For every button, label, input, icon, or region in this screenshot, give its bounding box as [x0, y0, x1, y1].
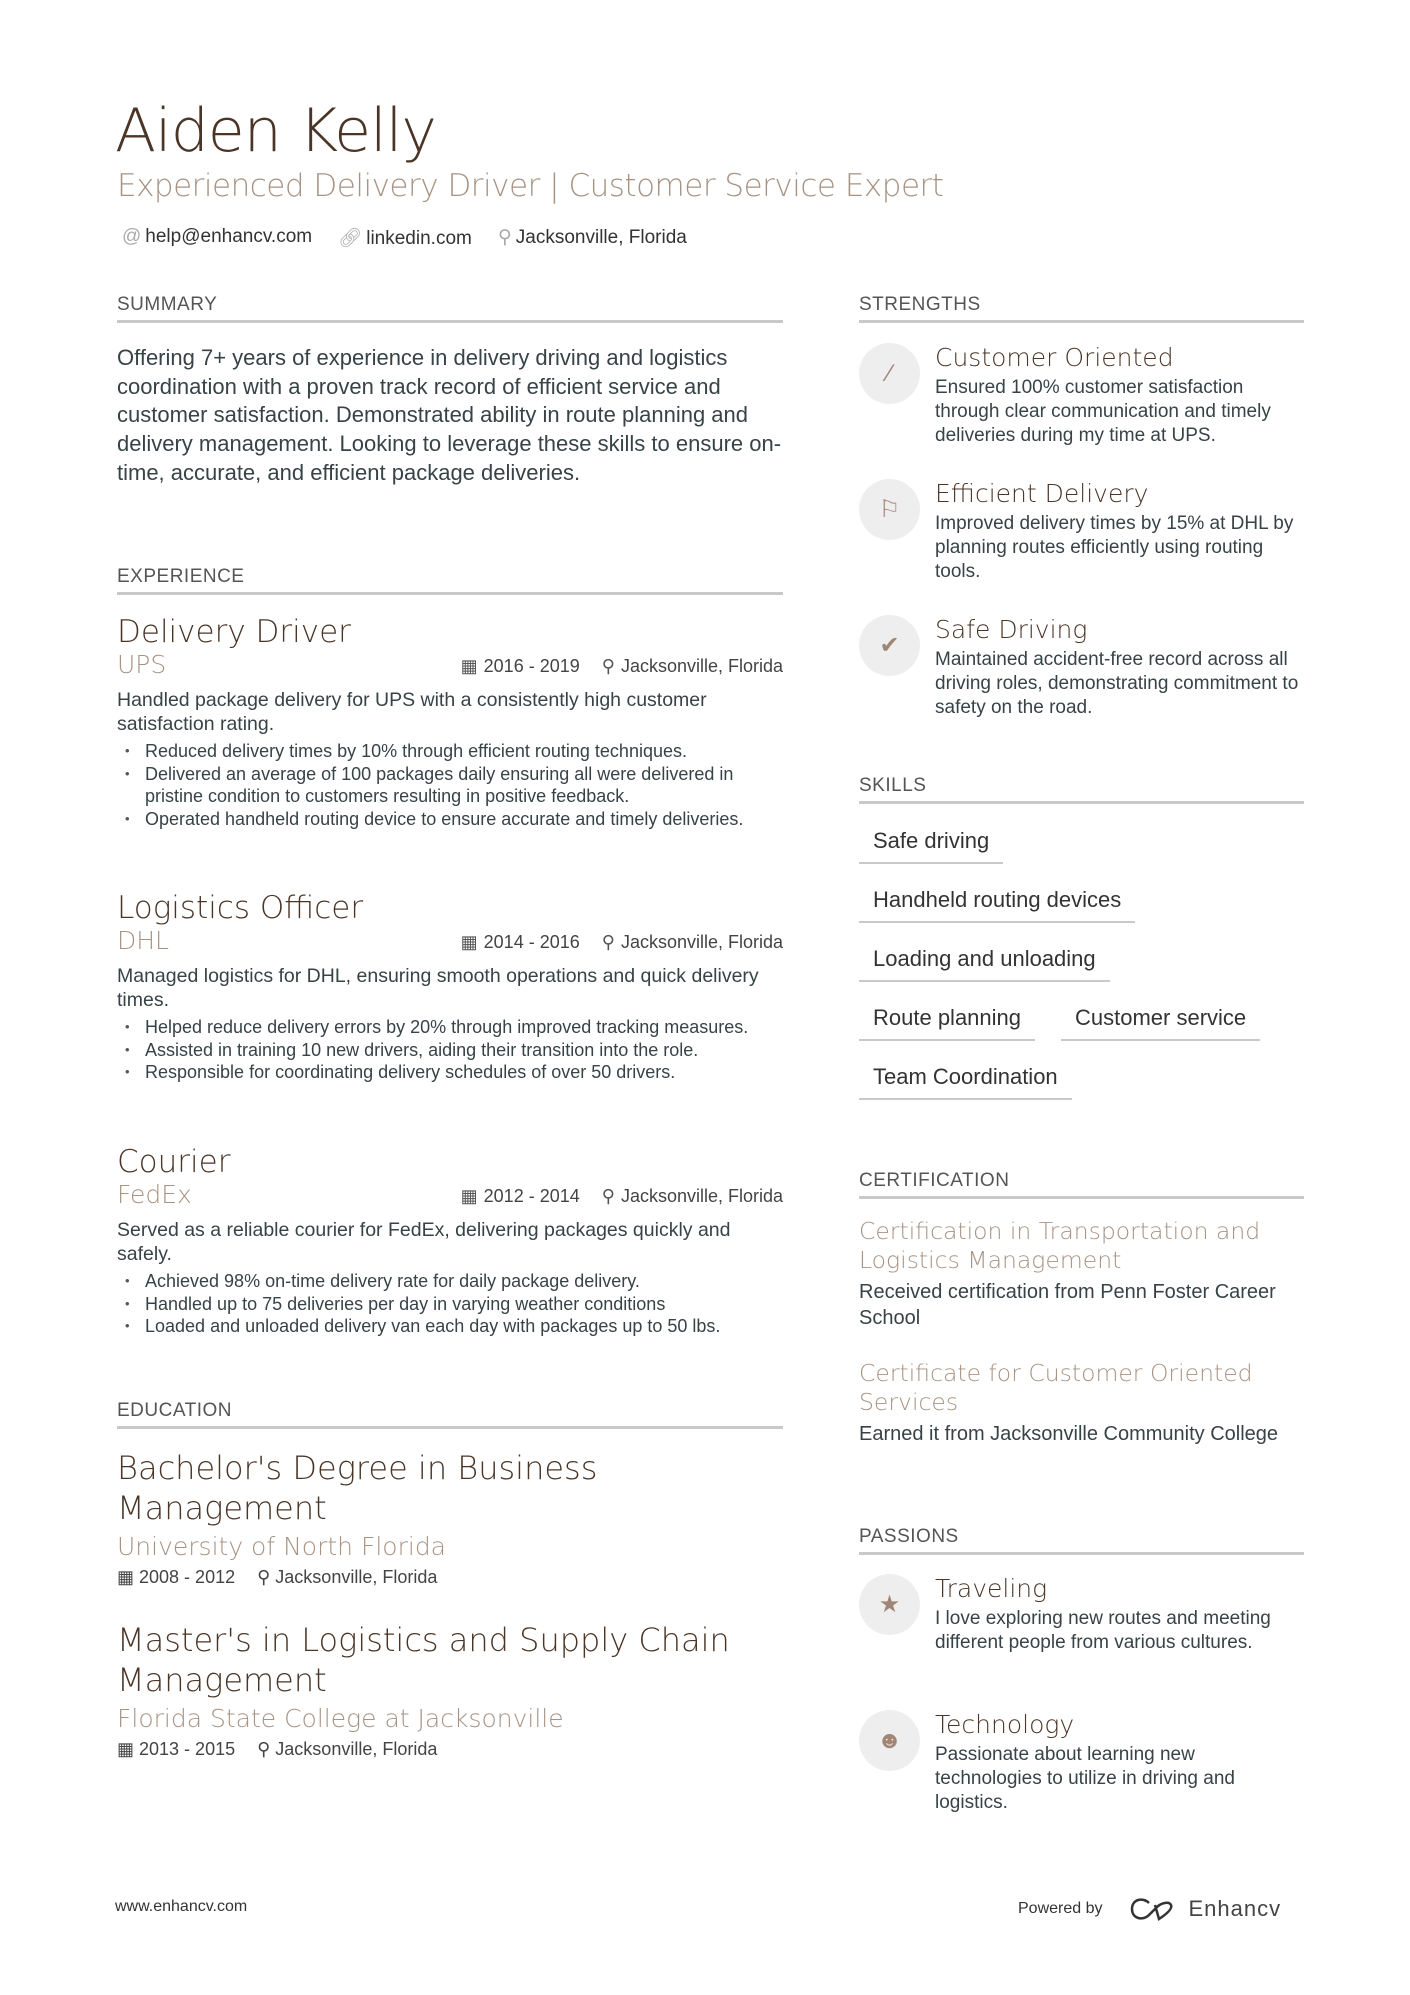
skill-tag: Route planning — [859, 1005, 1035, 1041]
job-dates: 2016 - 2019 — [483, 656, 580, 676]
strength-title: Customer Oriented — [935, 343, 1174, 372]
flag-icon: ⚐ — [859, 479, 920, 540]
school: Florida State College at Jacksonville — [117, 1704, 564, 1733]
contact-linkedin[interactable]: 🔗︎ linkedin.com — [338, 228, 472, 249]
passions-heading: PASSIONS — [859, 1526, 1304, 1555]
bullet: • Responsible for coordinating delivery schedules of over 50 drivers. — [117, 1061, 783, 1084]
cert-desc: Earned it from Jacksonville Community College — [859, 1423, 1279, 1445]
edu-dates: 2008 - 2012 — [139, 1567, 236, 1587]
skill-tag: Customer service — [1061, 1005, 1260, 1041]
star-icon: ★ — [859, 1574, 920, 1635]
school: University of North Florida — [117, 1532, 447, 1561]
strength-item — [859, 615, 1304, 735]
location-icon: ⚲ — [601, 1186, 615, 1206]
cert-title: Certification in Transportation and Logistics Management — [859, 1217, 1261, 1274]
degree: Bachelor's Degree in Business Management — [117, 1449, 598, 1527]
job-dates: 2014 - 2016 — [483, 932, 580, 952]
job-title: Delivery Driver — [117, 614, 351, 650]
passion-desc: I love exploring new routes and meeting different people from various cultures. — [935, 1608, 1271, 1653]
edu-dates: 2013 - 2015 — [139, 1739, 236, 1759]
certification-item — [859, 1359, 1304, 1448]
experience-item — [117, 1144, 783, 1338]
contact-email[interactable]: @ help@enhancv.com — [122, 226, 313, 247]
education-item — [117, 1620, 757, 1760]
enhancv-logo-icon — [1129, 1897, 1175, 1921]
job-location: Jacksonville, Florida — [620, 1186, 783, 1206]
edu-location: Jacksonville, Florida — [275, 1567, 438, 1587]
experience-heading: EXPERIENCE — [117, 566, 783, 595]
company: FedEx — [117, 1180, 192, 1209]
cert-desc: Received certification from Penn Foster Career School — [859, 1281, 1276, 1329]
check-icon: ✔ — [859, 615, 920, 676]
at-icon: @ — [122, 226, 142, 247]
calendar-icon: ▦ — [460, 932, 478, 952]
job-location: Jacksonville, Florida — [620, 656, 783, 676]
location-icon: ⚲ — [601, 932, 615, 952]
candidate-title: Experienced Delivery Driver | Customer Service Expert — [117, 168, 944, 204]
job-description: Handled package delivery for UPS with a consistently high customer satisfaction rating. — [117, 689, 707, 735]
location-icon: ⚲ — [601, 656, 615, 676]
certification-heading: CERTIFICATION — [859, 1170, 1304, 1199]
link-icon: 🔗︎ — [338, 228, 363, 249]
passion-title: Technology — [935, 1710, 1075, 1739]
degree: Master's in Logistics and Supply Chain Management — [117, 1621, 730, 1699]
strengths-heading: STRENGTHS — [859, 294, 1304, 323]
company: UPS — [117, 650, 167, 679]
passion-desc: Passionate about learning new technologies to utilize in driving and logistics. — [935, 1744, 1235, 1813]
brain-head-icon: ☻ — [859, 1710, 920, 1771]
education-item — [117, 1448, 717, 1588]
experience-item — [117, 890, 783, 1084]
strength-item — [859, 343, 1304, 463]
enhancv-logo[interactable] — [1129, 1896, 1282, 1922]
skill-tag: Handheld routing devices — [859, 887, 1135, 923]
job-title: Logistics Officer — [117, 890, 364, 926]
bullet: • Helped reduce delivery errors by 20% through improved tracking measures. — [117, 1016, 783, 1039]
strength-title: Efficient Delivery — [935, 479, 1149, 508]
education-heading: EDUCATION — [117, 1400, 783, 1429]
strength-title: Safe Driving — [935, 615, 1088, 644]
strength-desc: Improved delivery times by 15% at DHL by planning routes efficiently using routing tools. — [935, 513, 1294, 582]
enhancv-brand: Enhancv — [1188, 1896, 1282, 1921]
skill-tag: Safe driving — [859, 828, 1003, 864]
skill-tag: Loading and unloading — [859, 946, 1110, 982]
skills-heading: SKILLS — [859, 775, 1304, 804]
contact-location: ⚲ Jacksonville, Florida — [497, 227, 687, 248]
experience-item — [117, 614, 783, 830]
job-description: Served as a reliable courier for FedEx, delivering packages quickly and safely. — [117, 1219, 731, 1265]
bullet: • Operated handheld routing device to ensure accurate and timely deliveries. — [117, 808, 783, 831]
location-icon: ⚲ — [257, 1739, 276, 1759]
skill-tag: Team Coordination — [859, 1064, 1072, 1100]
candidate-name: Aiden Kelly — [115, 96, 436, 166]
powered-by-label: Powered by — [1018, 1900, 1103, 1917]
job-location: Jacksonville, Florida — [620, 932, 783, 952]
summary-text: Offering 7+ years of experience in delivery driving and logistics coordination with a proven track record of efficient service and customer satisfaction. Demonstrated ability in route planning and delivery management. Looking to leverage these skills to ensure on-time, accurate, and efficient package deliveries. — [117, 345, 782, 485]
location-icon: ⚲ — [257, 1567, 276, 1587]
strength-desc: Maintained accident-free record across all driving roles, demonstrating commitment to safety on the road. — [935, 649, 1299, 718]
summary-heading: SUMMARY — [117, 294, 783, 323]
passion-title: Traveling — [935, 1574, 1048, 1603]
footer-website[interactable]: www.enhancv.com — [115, 1898, 248, 1915]
magic-wand-icon: ⁄ — [859, 343, 920, 404]
passion-item — [859, 1710, 1304, 1830]
powered-by — [1018, 1896, 1281, 1922]
job-description: Managed logistics for DHL, ensuring smooth operations and quick delivery times. — [117, 965, 759, 1011]
bullet: • Loaded and unloaded delivery van each day with packages up to 50 lbs. — [117, 1315, 783, 1338]
bullet: • Handled up to 75 deliveries per day in varying weather conditions — [117, 1293, 783, 1316]
company: DHL — [117, 926, 169, 955]
bullet: • Reduced delivery times by 10% through efficient routing techniques. — [117, 740, 783, 763]
bullet: • Achieved 98% on-time delivery rate for daily package delivery. — [117, 1270, 783, 1293]
calendar-icon: ▦ — [117, 1567, 140, 1587]
cert-title: Certificate for Customer Oriented Services — [859, 1359, 1253, 1416]
bullet: • Delivered an average of 100 packages daily ensuring all were delivered in pristine condition to customers resulting in positive feedback. — [117, 763, 783, 808]
calendar-icon: ▦ — [460, 656, 478, 676]
edu-location: Jacksonville, Florida — [275, 1739, 438, 1759]
strength-item — [859, 479, 1304, 599]
job-dates: 2012 - 2014 — [483, 1186, 580, 1206]
passion-item — [859, 1574, 1304, 1694]
contact-bar — [122, 226, 687, 250]
bullet: • Assisted in training 10 new drivers, aiding their transition into the role. — [117, 1039, 783, 1062]
certification-item — [859, 1217, 1304, 1331]
job-title: Courier — [117, 1144, 231, 1180]
location-icon: ⚲ — [497, 227, 512, 248]
calendar-icon: ▦ — [117, 1739, 140, 1759]
strength-desc: Ensured 100% customer satisfaction through clear communication and timely deliveries during my time at UPS. — [935, 377, 1271, 446]
calendar-icon: ▦ — [460, 1186, 478, 1206]
skills-list — [859, 828, 1304, 1128]
